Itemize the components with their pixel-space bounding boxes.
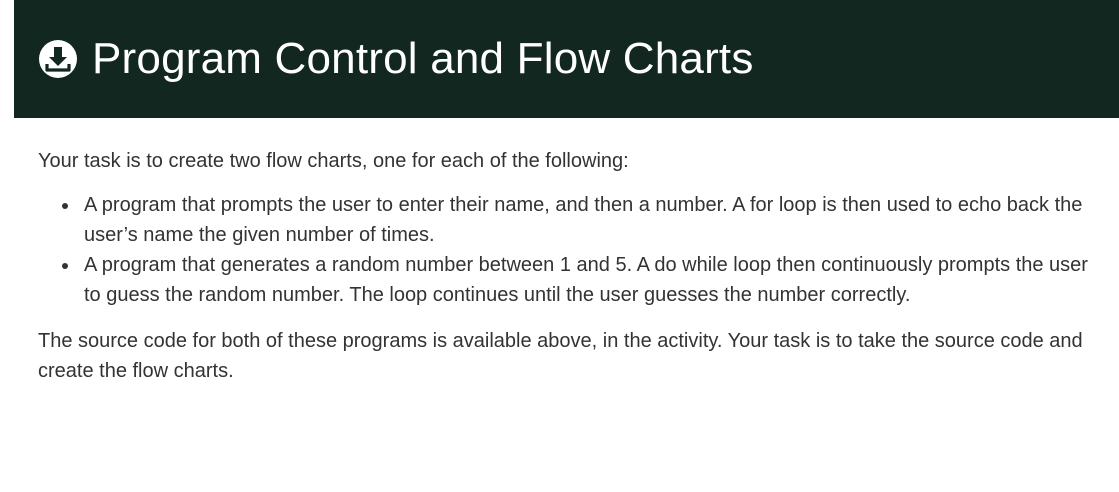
intro-paragraph: Your task is to create two flow charts, one for each of the following: [38,150,629,172]
left-margin [0,0,14,492]
download-circle-icon [38,39,78,79]
task-list [38,190,1108,310]
list-item: A program that prompts the user to enter their name, and then a number. A for loop is then used to echo back the user’s name the given number of times. [84,190,1108,250]
page-title: Program Control and Flow Charts [92,34,754,83]
activity-body [38,118,1108,386]
outro-paragraph: The source code for both of these programs is available above, in the activity. Your task is to take the source code and create the flow charts. [38,330,1083,382]
activity-header [14,0,1119,118]
list-item: A program that generates a random number between 1 and 5. A do while loop then continuously prompts the user to guess the random number. The loop continues until the user guesses the number correctly. [84,250,1108,310]
